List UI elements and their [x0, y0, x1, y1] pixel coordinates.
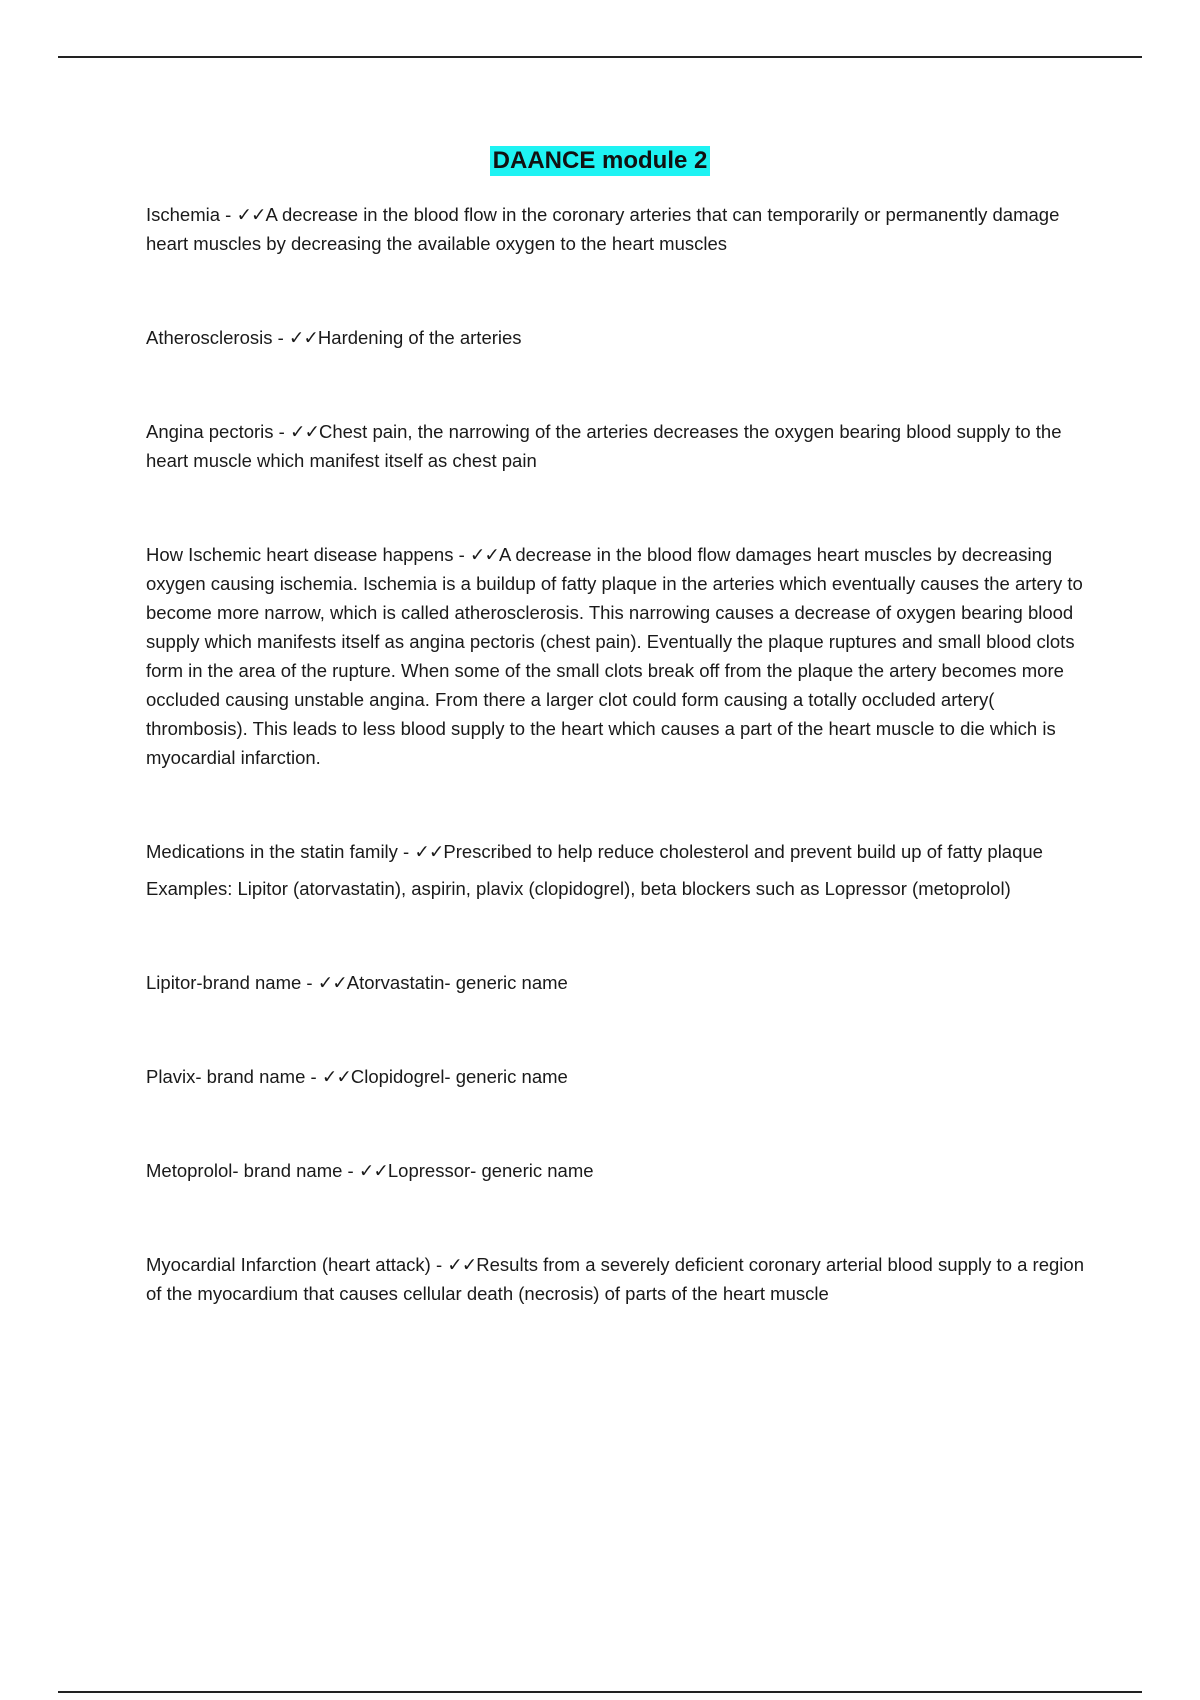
- double-check-icon: ✓✓: [447, 1254, 477, 1275]
- double-check-icon: ✓✓: [414, 841, 444, 862]
- page-title: DAANCE module 2: [490, 146, 711, 176]
- entry-term: Atherosclerosis -: [146, 327, 289, 348]
- entry-definition: A decrease in the blood flow damages heart muscles by decreasing oxygen causing ischemia. Ischemia is a buildup of fatty plaque in the arteries which eventually causes the artery to become more narrow, which is called atherosclerosis. This narrowing causes a decrease of oxygen bearing blood supply which manifests itself as angina pectoris (chest pain). Eventually the plaque ruptures and small blood clots form in the area of the rupture. When some of the small clots break off from the plaque the artery becomes more occluded causing unstable angina. From there a larger clot could form causing a totally occluded artery( thrombosis). This leads to less blood supply to the heart which causes a part of the heart muscle to die which is myocardial infarction.: [146, 544, 1083, 768]
- double-check-icon: ✓✓: [321, 1066, 351, 1087]
- entry-term: Ischemia -: [146, 204, 237, 225]
- flashcard-entry: [146, 417, 1086, 475]
- title-container: [0, 146, 1200, 176]
- double-check-icon: ✓✓: [469, 544, 499, 565]
- entry-text: [146, 1250, 1086, 1308]
- double-check-icon: ✓✓: [289, 421, 319, 442]
- entry-definition: Atorvastatin- generic name: [346, 972, 568, 993]
- entry-text: [146, 417, 1086, 475]
- entry-term: Metoprolol- brand name -: [146, 1160, 359, 1181]
- entry-term: How Ischemic heart disease happens -: [146, 544, 470, 565]
- entry-term: Angina pectoris -: [146, 421, 290, 442]
- flashcard-entry: [146, 968, 1086, 997]
- entry-definition: A decrease in the blood flow in the coronary arteries that can temporarily or permanently damage heart muscles by decreasing the available oxygen to the heart muscles: [146, 204, 1060, 254]
- flashcard-entry: [146, 540, 1086, 772]
- bottom-rule: [58, 1691, 1142, 1693]
- entry-text: [146, 200, 1086, 258]
- entry-text: [146, 837, 1086, 866]
- flashcard-entry: [146, 1062, 1086, 1091]
- entry-text: [146, 540, 1086, 772]
- entry-term: Myocardial Infarction (heart attack) -: [146, 1254, 448, 1275]
- entry-examples: Examples: Lipitor (atorvastatin), aspirin, plavix (clopidogrel), beta blockers such as Lopressor (metoprolol): [146, 878, 1011, 899]
- flashcard-entry: [146, 837, 1086, 903]
- entry-term: Medications in the statin family -: [146, 841, 415, 862]
- entry-definition: Results from a severely deficient coronary arterial blood supply to a region of the myocardium that causes cellular death (necrosis) of parts of the heart muscle: [146, 1254, 1084, 1304]
- double-check-icon: ✓✓: [358, 1160, 388, 1181]
- double-check-icon: ✓✓: [236, 204, 266, 225]
- double-check-icon: ✓✓: [317, 972, 347, 993]
- flashcard-entry: [146, 1250, 1086, 1308]
- entry-text: [146, 968, 1086, 997]
- entry-definition: Lopressor- generic name: [387, 1160, 594, 1181]
- document-body: [146, 200, 1086, 1373]
- top-rule: [58, 56, 1142, 58]
- entry-definition: Clopidogrel- generic name: [350, 1066, 568, 1087]
- entry-definition: Prescribed to help reduce cholesterol and prevent build up of fatty plaque: [443, 841, 1043, 862]
- entry-text: [146, 323, 1086, 352]
- double-check-icon: ✓✓: [288, 327, 318, 348]
- flashcard-entry: [146, 1156, 1086, 1185]
- entry-text: [146, 1062, 1086, 1091]
- flashcard-entry: [146, 200, 1086, 258]
- entry-term: Plavix- brand name -: [146, 1066, 322, 1087]
- entry-definition: Chest pain, the narrowing of the arteries decreases the oxygen bearing blood supply to the heart muscle which manifest itself as chest pain: [146, 421, 1062, 471]
- entry-definition: Hardening of the arteries: [317, 327, 522, 348]
- entry-text: [146, 1156, 1086, 1185]
- flashcard-entry: [146, 323, 1086, 352]
- entry-term: Lipitor-brand name -: [146, 972, 318, 993]
